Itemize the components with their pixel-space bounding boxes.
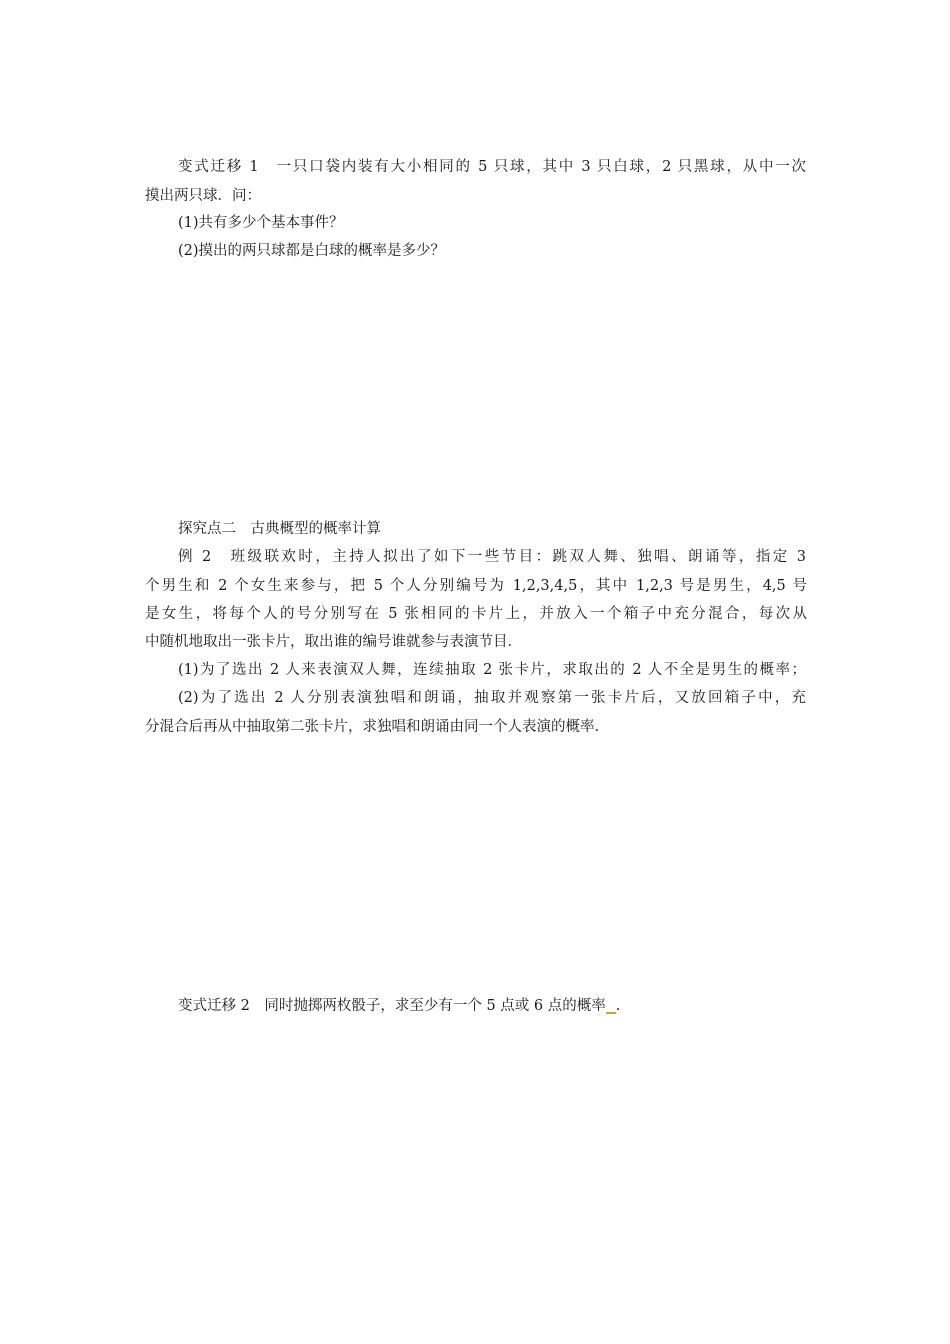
highlight-mark	[606, 1012, 616, 1014]
example2-question1: (1)为了选出 2 人来表演双人舞，连续抽取 2 张卡片，求取出的 2 人不全是男生的概率；	[178, 662, 806, 678]
example2-line4: 中随机地取出一张卡片，取出谁的编号谁就参与表演节目．	[145, 634, 522, 650]
exercise1-question1: (1)共有多少个基本事件？	[178, 215, 344, 231]
example2-question2-line2: 分混合后再从中抽取第二张卡片，求独唱和朗诵由同一个人表演的概率.	[145, 719, 600, 735]
example2-line1: 例 2 班级联欢时，主持人拟出了如下一些节目：跳双人舞、独唱、朗诵等，指定 3	[178, 549, 806, 565]
exercise2-text: 变式迁移 2 同时抛掷两枚骰子，求至少有一个 5 点或 6 点的概率	[178, 998, 606, 1014]
exercise1-line1: 变式迁移 1 一只口袋内装有大小相同的 5 只球，其中 3 只白球，2 只黑球，从中一次	[178, 159, 806, 175]
example2-line2: 个男生和 2 个女生来参与，把 5 个人分别编号为 1,2,3,4,5，其中 1,2,3 号是男生，4,5 号	[145, 578, 807, 594]
exercise1-line2: 摸出两只球．问：	[145, 188, 261, 204]
exercise2-end: .	[615, 998, 621, 1014]
example2-line3: 是女生，将每个人的号分别写在 5 张相同的卡片上，并放入一个箱子中充分混合，每次从	[145, 606, 807, 622]
exercise2-line	[178, 996, 620, 1016]
example2-question2-line1: (2)为了选出 2 人分别表演独唱和朗诵，抽取并观察第一张卡片后，又放回箱子中，充	[178, 690, 806, 706]
section2-heading: 探究点二 古典概型的概率计算	[178, 521, 381, 537]
exercise1-question2: (2)摸出的两只球都是白球的概率是多少？	[178, 243, 446, 259]
